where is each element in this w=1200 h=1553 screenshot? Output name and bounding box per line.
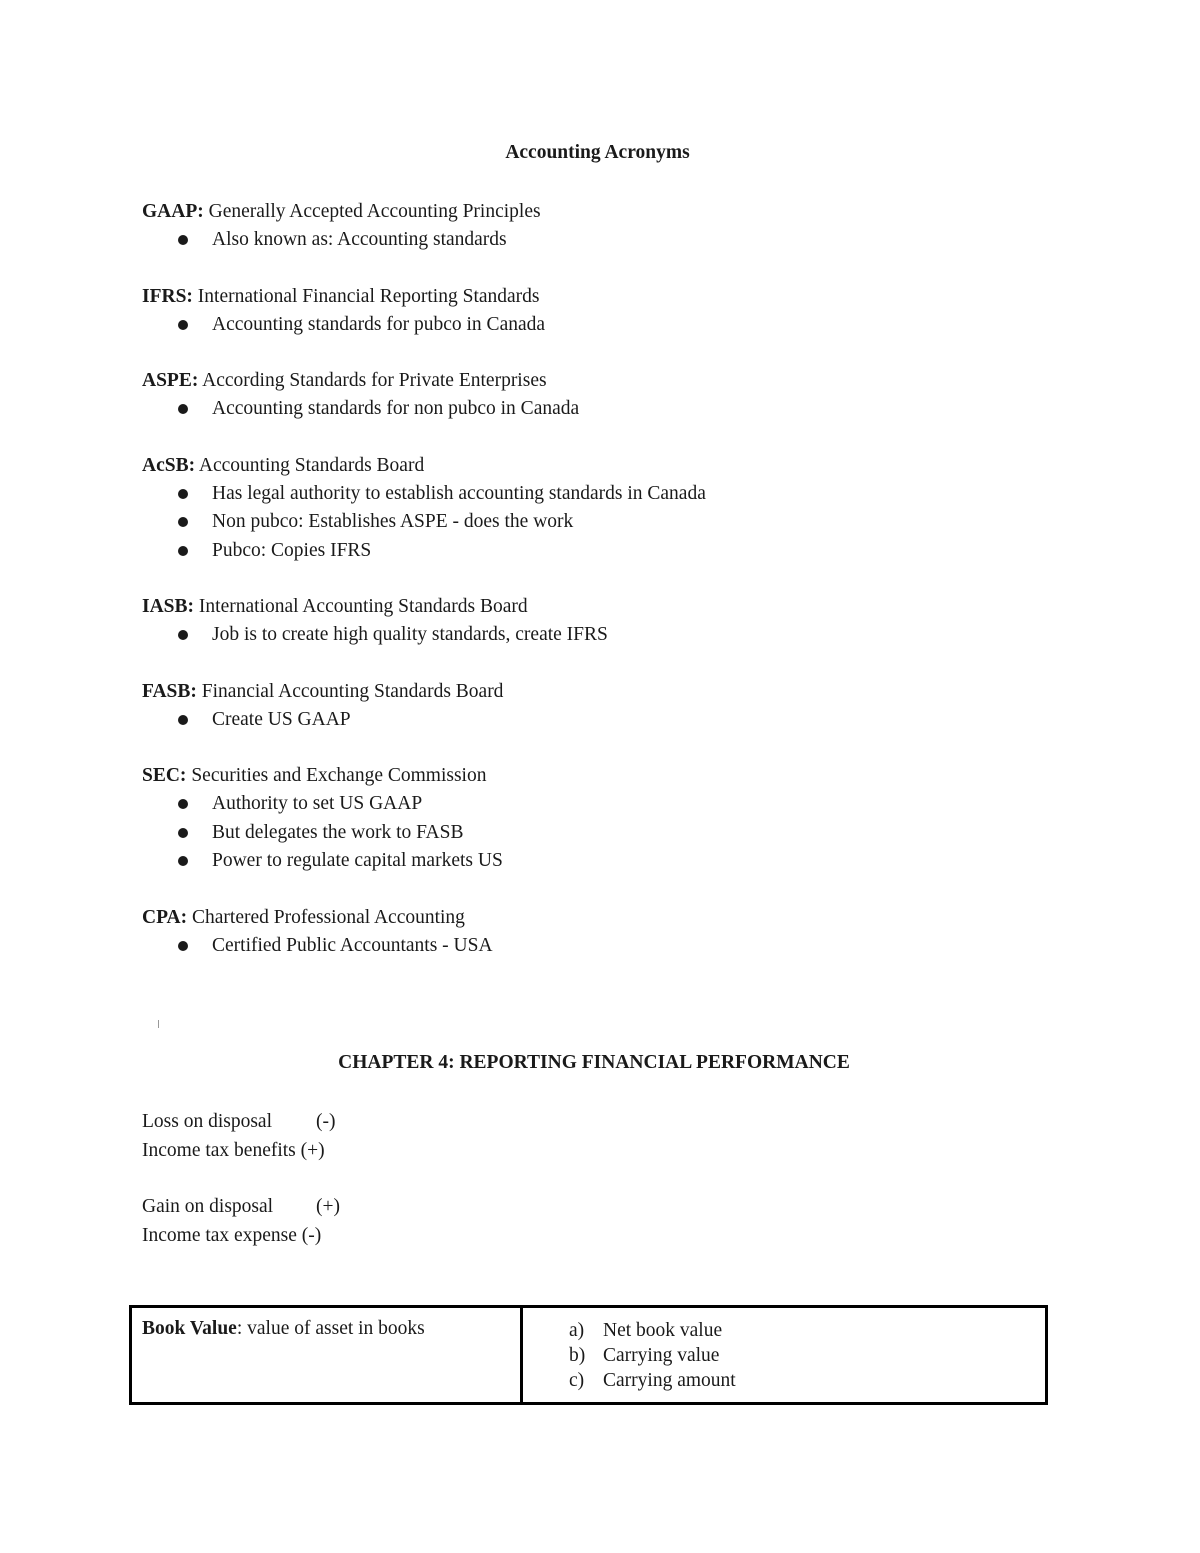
list-item: b) Carrying value bbox=[569, 1345, 720, 1366]
acronym-definition: Accounting Standards Board bbox=[198, 454, 425, 476]
bullet-icon bbox=[178, 235, 188, 245]
acronym-section bbox=[142, 283, 1102, 340]
bullet-icon bbox=[178, 489, 188, 499]
acronym-section bbox=[142, 593, 1102, 650]
list-item: Accounting standards for pubco in Canada bbox=[142, 311, 1102, 340]
acronym-notes bbox=[142, 226, 1102, 255]
page-title: Accounting Acronyms bbox=[505, 142, 690, 163]
loss-tax-line: Income tax benefits (+) bbox=[142, 1139, 325, 1161]
acronym-definition: Chartered Professional Accounting bbox=[192, 906, 465, 928]
acronym-term: CPA: bbox=[142, 906, 188, 928]
book-value-table bbox=[129, 1305, 1048, 1405]
acronym-notes bbox=[142, 621, 1102, 650]
acronym-term: AcSB: bbox=[142, 454, 196, 476]
acronym-term: ASPE: bbox=[142, 370, 199, 391]
list-item: Authority to set US GAAP bbox=[142, 790, 1102, 819]
bullet-icon bbox=[178, 856, 188, 866]
acronym-section bbox=[142, 762, 1102, 876]
acronym-term: GAAP: bbox=[142, 201, 204, 222]
acronym-definition: Financial Accounting Standards Board bbox=[201, 680, 504, 702]
bullet-icon bbox=[178, 404, 188, 414]
acronym-list bbox=[142, 198, 1102, 988]
acronym-section bbox=[142, 198, 1102, 255]
list-item: c) Carrying amount bbox=[569, 1370, 736, 1391]
bullet-icon bbox=[178, 715, 188, 725]
acronym-term: SEC: bbox=[142, 765, 187, 786]
acronym-term: FASB: bbox=[142, 680, 197, 702]
bullet-icon bbox=[178, 941, 188, 951]
acronym-section bbox=[142, 904, 1102, 961]
list-item: a) Net book value bbox=[569, 1320, 723, 1341]
bullet-icon bbox=[178, 799, 188, 809]
list-item: Has legal authority to establish accounting standards in Canada bbox=[142, 480, 1102, 509]
bullet-icon bbox=[178, 546, 188, 556]
acronym-term: IASB: bbox=[142, 596, 195, 617]
bullet-icon bbox=[178, 320, 188, 330]
list-item: Job is to create high quality standards, create IFRS bbox=[142, 621, 1102, 650]
list-item: Power to regulate capital markets US bbox=[142, 847, 1102, 876]
stray-mark bbox=[158, 1020, 159, 1028]
list-item: Pubco: Copies IFRS bbox=[142, 537, 1102, 566]
disposal-notes bbox=[142, 1108, 742, 1250]
book-value-definition-cell: Book Value: value of asset in books bbox=[131, 1307, 522, 1404]
acronym-definition: International Financial Reporting Standards bbox=[197, 285, 540, 307]
acronym-section bbox=[142, 367, 1102, 424]
acronym-section bbox=[142, 678, 1102, 735]
bullet-icon bbox=[178, 517, 188, 527]
bullet-icon bbox=[178, 630, 188, 640]
acronym-section bbox=[142, 452, 1102, 566]
table-row bbox=[131, 1307, 1047, 1404]
list-item: Certified Public Accountants - USA bbox=[142, 932, 1102, 961]
bullet-icon bbox=[178, 828, 188, 838]
list-item: But delegates the work to FASB bbox=[142, 819, 1102, 848]
acronym-definition: Generally Accepted Accounting Principles bbox=[208, 201, 541, 222]
gain-line: Gain on disposal (+) bbox=[142, 1196, 340, 1217]
acronym-notes bbox=[142, 790, 1102, 876]
chapter-heading: CHAPTER 4: REPORTING FINANCIAL PERFORMANCE bbox=[338, 1052, 850, 1073]
acronym-definition: International Accounting Standards Board bbox=[198, 596, 528, 617]
book-value-alternatives-cell bbox=[522, 1307, 1047, 1404]
list-item: Create US GAAP bbox=[142, 706, 1102, 735]
book-value-term: Book Value bbox=[142, 1318, 237, 1339]
acronym-definition: According Standards for Private Enterprises bbox=[202, 370, 547, 391]
list-item: Non pubco: Establishes ASPE - does the work bbox=[142, 508, 1102, 537]
list-item: Also known as: Accounting standards bbox=[142, 226, 1102, 255]
list-item: Accounting standards for non pubco in Canada bbox=[142, 395, 1102, 424]
acronym-notes bbox=[142, 311, 1102, 340]
acronym-notes bbox=[142, 932, 1102, 961]
acronym-term: IFRS: bbox=[142, 285, 193, 307]
acronym-notes bbox=[142, 395, 1102, 424]
acronym-notes bbox=[142, 706, 1102, 735]
gain-tax-line: Income tax expense (-) bbox=[142, 1224, 322, 1246]
acronym-notes bbox=[142, 480, 1102, 566]
acronym-definition: Securities and Exchange Commission bbox=[191, 765, 487, 786]
loss-line: Loss on disposal (-) bbox=[142, 1111, 336, 1132]
